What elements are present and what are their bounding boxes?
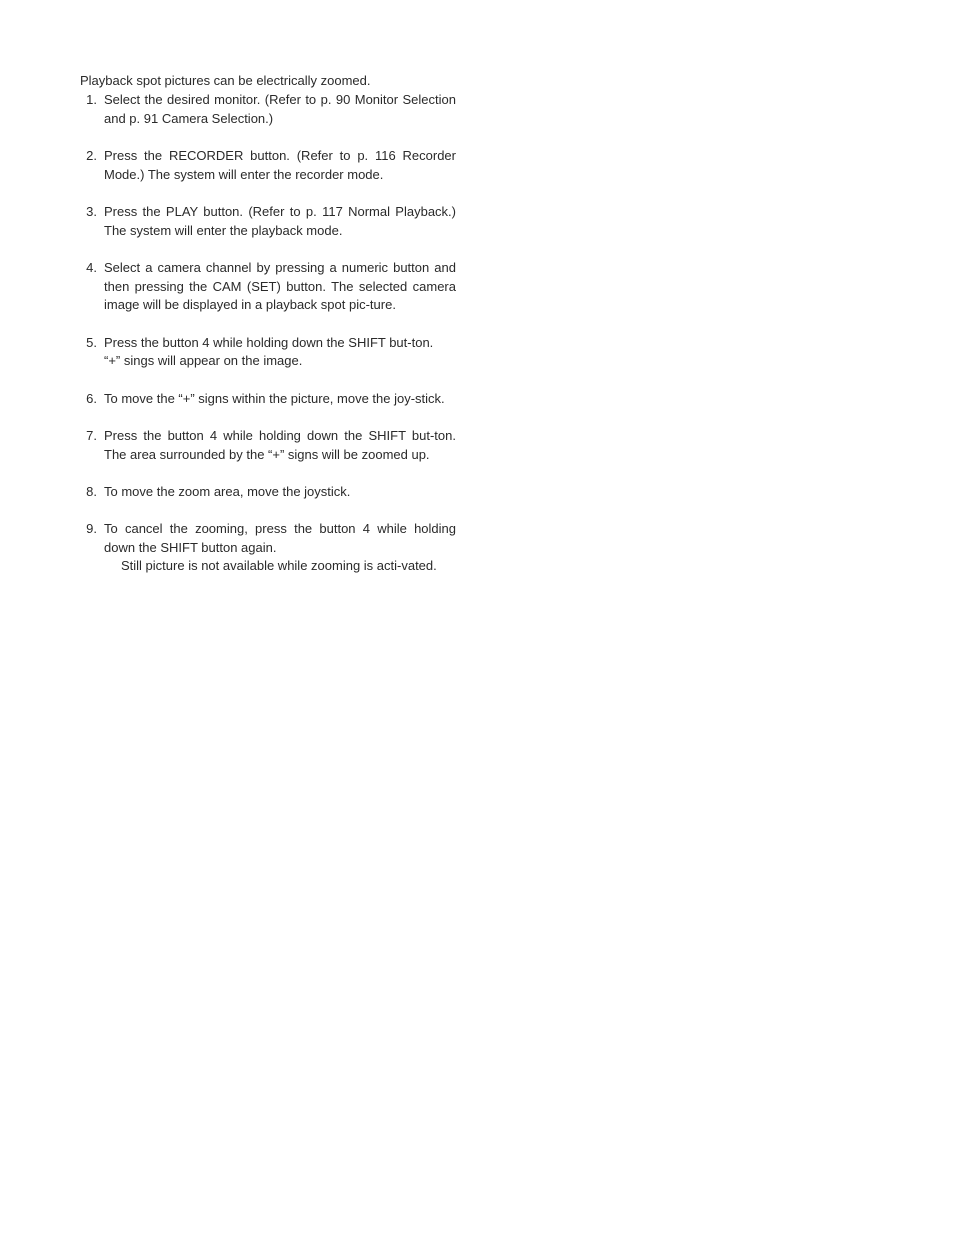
step-text: To move the zoom area, move the joystick. — [104, 483, 351, 499]
step-text: Select a camera channel by pressing a numeric button and then pressing the CAM (SET) button. The selected camera image will be displayed in a playback spot pic-ture. — [104, 259, 456, 313]
step-number: 2. — [86, 147, 97, 163]
step-number: 8. — [86, 483, 97, 499]
step-number: 5. — [86, 334, 97, 350]
text-column — [80, 72, 456, 576]
step-item-5 — [80, 334, 456, 372]
step-text: Press the RECORDER button. (Refer to p. 116 Recorder Mode.) The system will enter the recorder mode. — [104, 147, 456, 182]
step-text: To move the “+” signs within the picture, move the joy-stick. — [104, 390, 445, 406]
step-number: 9. — [86, 520, 97, 536]
step-number: 7. — [86, 427, 97, 443]
step-text: Press the PLAY button. (Refer to p. 117 Normal Playback.) The system will enter the playback mode. — [104, 203, 456, 238]
step-number: 1. — [86, 91, 97, 107]
step-number: 3. — [86, 203, 97, 219]
step-text: Press the button 4 while holding down the SHIFT but-ton. The area surrounded by the “+” signs will be zoomed up. — [104, 427, 456, 462]
step-item-3 — [80, 203, 456, 241]
step-item-4 — [80, 259, 456, 315]
step-text: Press the button 4 while holding down the SHIFT but-ton. — [104, 334, 434, 350]
step-number: 6. — [86, 390, 97, 406]
step-item-7 — [80, 427, 456, 465]
step-note: Still picture is not available while zooming is acti-vated. — [121, 558, 437, 574]
intro-paragraph: Playback spot pictures can be electrically zoomed. — [80, 73, 371, 88]
step-list — [80, 91, 456, 558]
step-item-9 — [80, 520, 456, 558]
step-item-8 — [80, 483, 456, 502]
step-item-2 — [80, 147, 456, 185]
step-number: 4. — [86, 259, 97, 275]
step-text: Select the desired monitor. (Refer to p. 90 Monitor Selection and p. 91 Camera Selection.) — [104, 91, 456, 126]
step-item-1 — [80, 91, 456, 129]
step-text: To cancel the zooming, press the button 4 while holding down the SHIFT button again. — [104, 520, 456, 555]
step-sub-text: “+” sings will appear on the image. — [104, 353, 303, 369]
step-item-6 — [80, 390, 456, 409]
